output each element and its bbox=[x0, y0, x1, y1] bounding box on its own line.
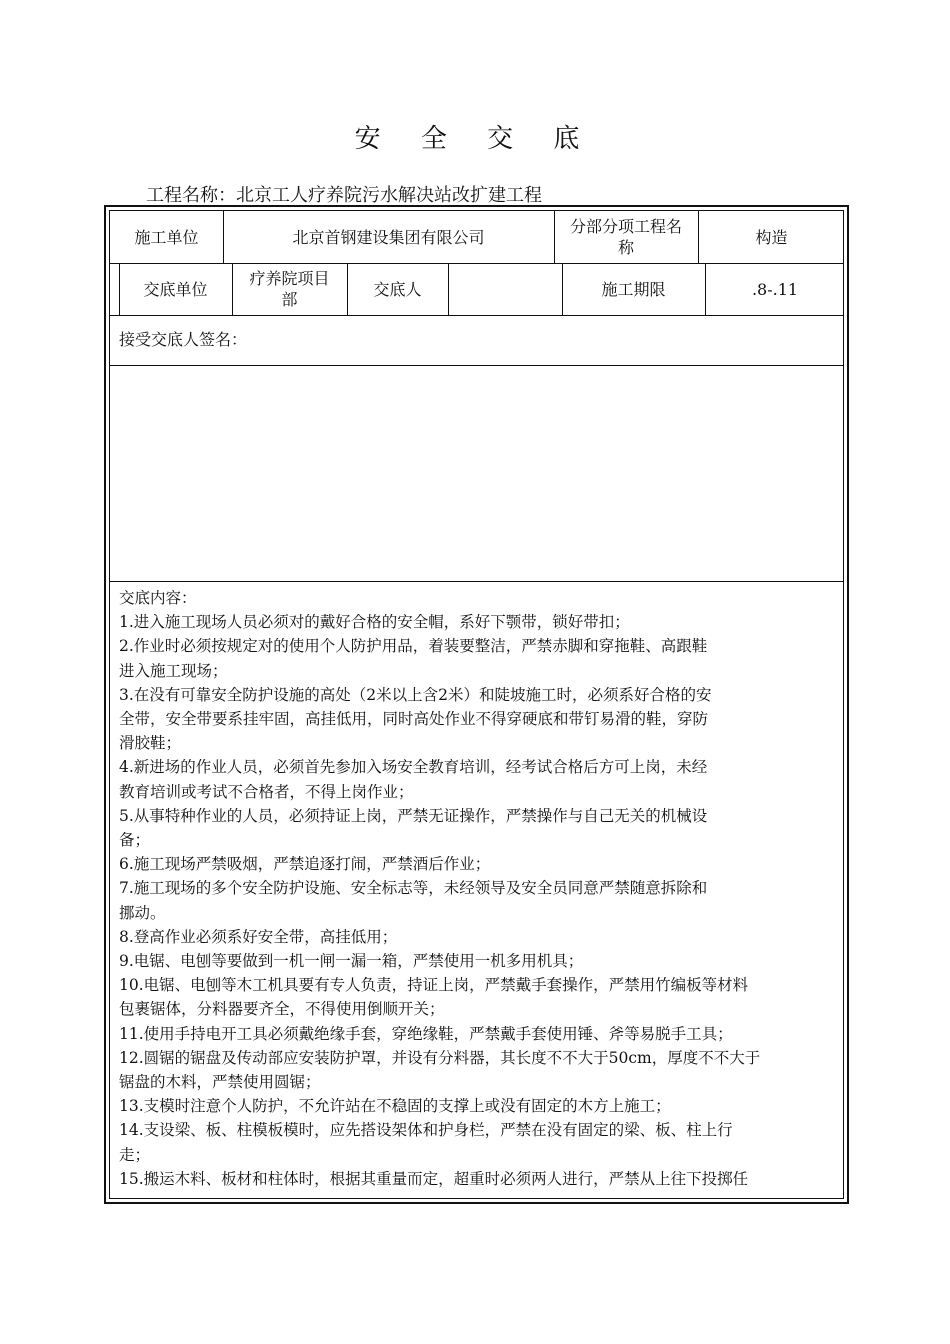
document-title: 安 全 交 底 bbox=[354, 124, 596, 154]
period-value: .8-.11 bbox=[751, 279, 799, 299]
content-line: 全带，安全带要系挂牢固，高挂低用，同时高处作业不得穿硬底和带钉易滑的鞋，穿防 bbox=[119, 710, 709, 729]
section-label: 分部分项工程名称 bbox=[569, 217, 682, 257]
content-line: 备； bbox=[119, 831, 151, 850]
content-line: 10.电锯、电刨等木工机具要有专人负责，持证上岗，严禁戴手套操作，严禁用竹编板等材料 bbox=[119, 976, 749, 995]
content-line: 5.从事特种作业的人员，必须持证上岗，严禁无证操作，严禁操作与自己无关的机械设 bbox=[119, 806, 708, 825]
signature-area bbox=[110, 365, 843, 582]
content-line: 2.作业时必须按规定对的使用个人防护用品，着装要整洁，严禁赤脚和穿拖鞋、高跟鞋 bbox=[119, 637, 708, 656]
period-label: 施工期限 bbox=[601, 279, 666, 299]
project-name: 工程名称：北京工人疗养院污水解决站改扩建工程 bbox=[146, 185, 542, 206]
content-line: 进入施工现场； bbox=[119, 661, 228, 680]
briefing-form bbox=[104, 205, 849, 1204]
briefer-value bbox=[448, 263, 562, 315]
briefing-unit-value: 疗养院项目部 bbox=[249, 269, 330, 309]
content-line: 包裹锯体，分料器要齐全，不得使用倒顺开关； bbox=[119, 1000, 445, 1019]
briefer-label: 交底人 bbox=[373, 279, 422, 299]
content-line: 12.圆锯的锯盘及传动部应安装防护罩，并设有分料器，其长度不不大于50cm，厚度不不大于 bbox=[119, 1048, 761, 1067]
section-value: 构造 bbox=[755, 227, 788, 247]
recipient-signature-label: 接受交底人签名： bbox=[110, 315, 843, 366]
content-line: 1.进入施工现场人员必须对的戴好合格的安全帽，系好下颚带，锁好带扣； bbox=[119, 613, 630, 632]
content-line: 挪动。 bbox=[119, 903, 166, 922]
content-line: 教育培训或考试不合格者，不得上岗作业； bbox=[119, 782, 414, 801]
construction-unit-label: 施工单位 bbox=[134, 227, 199, 247]
content-line: 13.支模时注意个人防护，不允许站在不稳固的支撑上或没有固定的木方上施工； bbox=[119, 1097, 671, 1116]
content-line: 锯盘的木料，严禁使用圆锯； bbox=[119, 1073, 321, 1092]
content-line: 11.使用手持电开工具必须戴绝缘手套，穿绝缘鞋，严禁戴手套使用锤、斧等易脱手工具； bbox=[119, 1024, 733, 1043]
content-line: 3.在没有可靠安全防护设施的高处（2米以上含2米）和陡坡施工时，必须系好合格的安 bbox=[119, 685, 712, 704]
header-row-1 bbox=[110, 211, 843, 264]
content-line: 4.新进场的作业人员，必须首先参加入场安全教育培训，经考试合格后方可上岗，未经 bbox=[119, 758, 708, 777]
content-line: 走； bbox=[119, 1145, 151, 1164]
content-line: 8.登高作业必须系好安全带，高挂低用； bbox=[119, 927, 398, 946]
briefing-form-inner bbox=[109, 210, 844, 1199]
briefing-unit-label: 交底单位 bbox=[143, 279, 208, 299]
content-line: 6.施工现场严禁吸烟，严禁追逐打闹，严禁酒后作业； bbox=[119, 855, 491, 874]
content-heading: 交底内容： bbox=[119, 589, 197, 607]
content-line: 7.施工现场的多个安全防护设施、安全标志等，未经领导及安全员同意严禁随意拆除和 bbox=[119, 879, 708, 898]
content-line: 15.搬运木料、板材和柱体时，根据其重量而定，超重时必须两人进行，严禁从上往下投掷任 bbox=[119, 1169, 749, 1188]
construction-unit-value: 北京首钢建设集团有限公司 bbox=[292, 227, 485, 247]
content-line: 9.电锯、电刨等要做到一机一闸一漏一箱，严禁使用一机多用机具； bbox=[119, 952, 584, 971]
header-row-2 bbox=[110, 263, 843, 316]
content-line: 14.支设梁、板、柱模板模时，应先搭设架体和护身栏，严禁在没有固定的梁、板、柱上行 bbox=[119, 1121, 733, 1140]
briefing-content bbox=[110, 582, 843, 1198]
content-line: 滑胶鞋； bbox=[119, 734, 182, 753]
